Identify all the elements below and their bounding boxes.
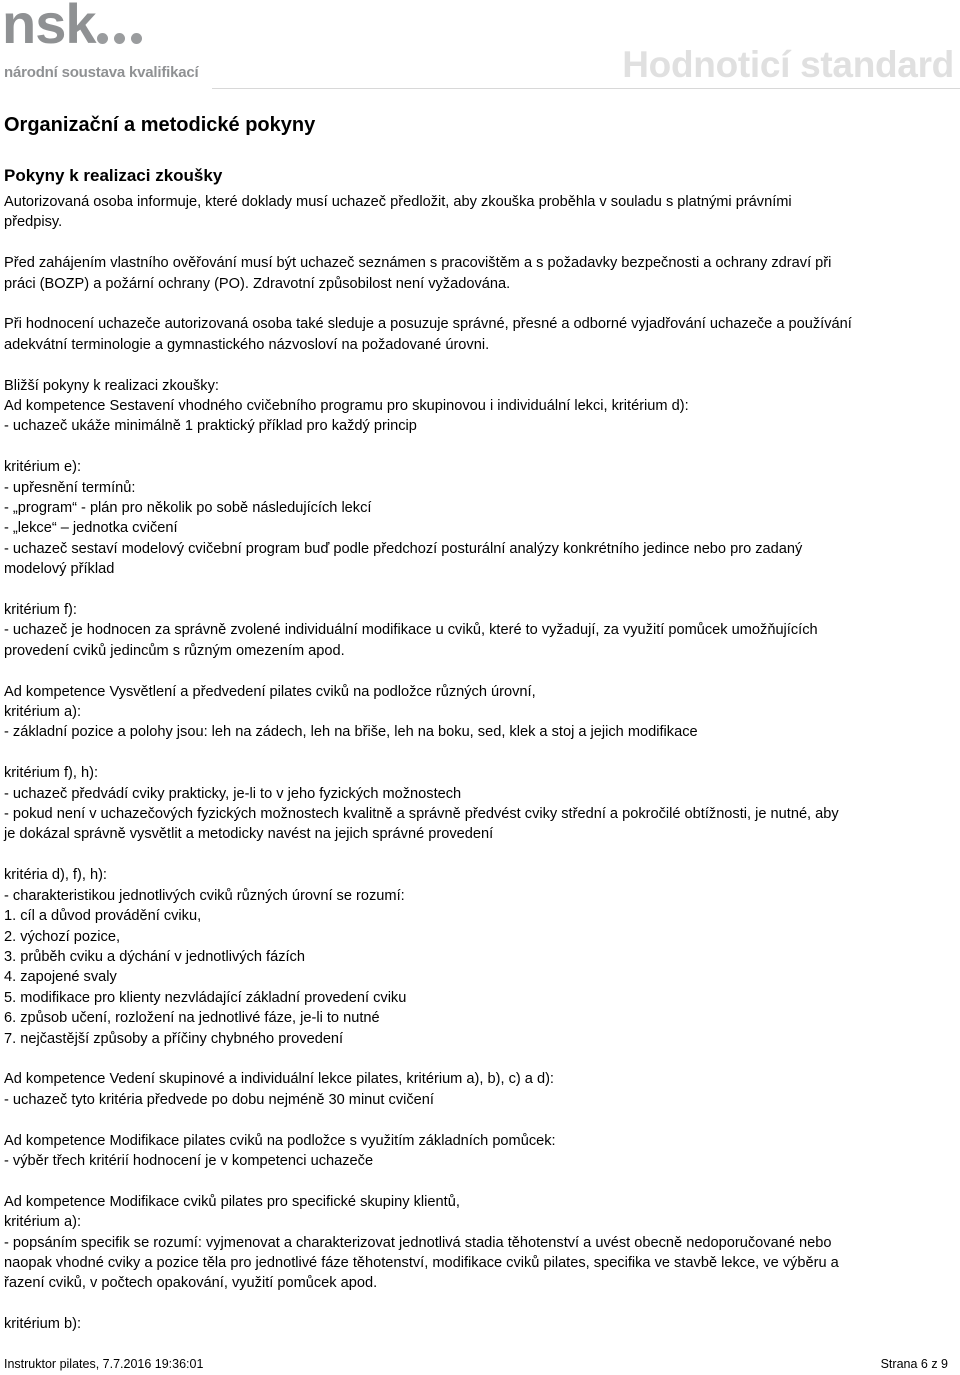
text-line: - uchazeč tyto kritéria předvede po dobu nejméně 30 minut cvičení xyxy=(4,1091,434,1108)
section-title: Organizační a metodické pokyny xyxy=(4,114,316,136)
text-line: 4. zapojené svaly xyxy=(4,969,117,986)
text-line: - „lekce“ – jednotka cvičení xyxy=(4,520,178,537)
blank-line xyxy=(4,294,956,314)
text-line: - výběr třech kritérií hodnocení je v kompetenci uchazeče xyxy=(4,1152,374,1169)
text-line: kritérium f): xyxy=(4,602,77,619)
header-divider xyxy=(212,88,960,89)
text-line: - upřesnění termínů: xyxy=(4,479,136,496)
blank-line xyxy=(4,1171,956,1191)
text-line: Ad kompetence Modifikace cviků pilates pro specifické skupiny klientů, xyxy=(4,1193,460,1210)
logo-subtitle: národní soustava kvalifikací xyxy=(4,64,199,81)
text-line: - popsáním specifik se rozumí: vyjmenovat a charakterizovat jednotlivá stadia těhotenství a uvést obecně nedoporučované nebo xyxy=(4,1234,832,1251)
blank-line xyxy=(4,437,956,457)
text-line: kritérium b): xyxy=(4,1316,82,1333)
text-line: 6. způsob učení, rozložení na jednotlivé fáze, je-li to nutné xyxy=(4,1010,380,1027)
text-line: je dokázal správně vysvětlit a metodicky navést na jejich správné provedení xyxy=(4,826,494,843)
footer-document-info: Instruktor pilates, 7.7.2016 19:36:01 xyxy=(4,1357,204,1371)
logo-dot xyxy=(114,33,125,44)
blank-line xyxy=(4,845,956,865)
text-line: 5. modifikace pro klienty nezvládající základní provedení cviku xyxy=(4,989,407,1006)
logo-dot xyxy=(97,33,108,44)
text-line: - uchazeč sestaví modelový cvičební program buď podle předchozí posturální analýzy konkrétního jedince nebo pro zadaný xyxy=(4,540,803,557)
blank-line xyxy=(4,1110,956,1130)
blank-line xyxy=(4,743,956,763)
blank-line xyxy=(4,661,956,681)
footer-page-number: Strana 6 z 9 xyxy=(880,1357,948,1371)
blank-line xyxy=(4,1294,956,1314)
text-line: - uchazeč předvádí cviky prakticky, je-li to v jeho fyzických možnostech xyxy=(4,785,462,802)
text-line: Autorizovaná osoba informuje, které doklady musí uchazeč předložit, aby zkouška proběhla v souladu s platnými právními xyxy=(4,194,792,210)
logo-text: nsk xyxy=(2,0,96,55)
text-line: řazení cviků, v počtech opakování, využití pomůcek apod. xyxy=(4,1275,378,1292)
text-line: kritérium a): xyxy=(4,1214,82,1231)
text-line: Před zahájením vlastního ověřování musí být uchazeč seznámen s pracovištěm a s požadavky bezpečnosti a ochrany zdraví při xyxy=(4,255,832,272)
logo-dots xyxy=(97,33,142,44)
text-line: provedení cviků jedincům s různým omezením apod. xyxy=(4,642,345,659)
blank-line xyxy=(4,355,956,375)
body-text xyxy=(4,192,956,1335)
page-footer xyxy=(4,1356,948,1372)
text-line: kritérium f), h): xyxy=(4,765,99,782)
subsection-title: Pokyny k realizaci zkoušky xyxy=(4,166,223,185)
text-line: kritérium a): xyxy=(4,704,82,721)
logo-dot xyxy=(131,33,142,44)
text-line: předpisy. xyxy=(4,214,63,231)
text-line: 3. průběh cviku a dýchání v jednotlivých fázích xyxy=(4,948,305,965)
text-line: 2. výchozí pozice, xyxy=(4,928,120,945)
text-line: kritérium e): xyxy=(4,459,82,476)
document-type-title: Hodnoticí standard xyxy=(622,44,954,85)
text-line: Při hodnocení uchazeče autorizovaná osoba také sleduje a posuzuje správné, přesné a odborné vyjadřování uchazeče a používání xyxy=(4,316,852,333)
text-line: - pokud není v uchazečových fyzických možnostech kvalitně a správně předvést cviky střední a pokročilé obtížnosti, je nutné, aby xyxy=(4,806,839,823)
text-line: naopak vhodné cviky a pozice těla pro jednotlivé fáze těhotenství, modifikace cviků pilates, specifika ve stavbě lekce, ve výběru a xyxy=(4,1254,839,1271)
text-line: - uchazeč ukáže minimálně 1 praktický příklad pro každý princip xyxy=(4,418,417,435)
text-line: adekvátní terminologie a gymnastického názvosloví na požadované úrovni. xyxy=(4,336,490,353)
blank-line xyxy=(4,580,956,600)
text-line: 1. cíl a důvod provádění cviku, xyxy=(4,908,202,925)
blank-line xyxy=(4,1049,956,1069)
text-line: Bližší pokyny k realizaci zkoušky: xyxy=(4,377,219,394)
blank-line xyxy=(4,233,956,253)
text-line: modelový příklad xyxy=(4,561,115,578)
text-line: - charakteristikou jednotlivých cviků různých úrovní se rozumí: xyxy=(4,887,405,904)
text-line: - uchazeč je hodnocen za správně zvolené individuální modifikace u cviků, které to vyžadují, za využití pomůcek umožňujících xyxy=(4,622,818,639)
text-line: - „program“ - plán pro několik po sobě následujících lekcí xyxy=(4,500,372,517)
text-line: Ad kompetence Sestavení vhodného cvičebního programu pro skupinovou i individuální lekci, kritérium d): xyxy=(4,398,689,415)
text-line: Ad kompetence Modifikace pilates cviků na podložce s využitím základních pomůcek: xyxy=(4,1132,556,1149)
text-line: - základní pozice a polohy jsou: leh na zádech, leh na břiše, leh na boku, sed, klek a stoj a jejich modifikace xyxy=(4,724,698,741)
nsk-logo xyxy=(2,2,210,86)
text-line: 7. nejčastější způsoby a příčiny chybného provedení xyxy=(4,1030,344,1047)
text-line: Ad kompetence Vedení skupinové a individuální lekce pilates, kritérium a), b), c) a d): xyxy=(4,1071,554,1088)
text-line: Ad kompetence Vysvětlení a předvedení pilates cviků na podložce různých úrovní, xyxy=(4,683,536,700)
text-line: kritéria d), f), h): xyxy=(4,867,107,884)
text-line: práci (BOZP) a požární ochrany (PO). Zdravotní způsobilost není vyžadována. xyxy=(4,275,511,292)
page-content xyxy=(4,112,956,1335)
